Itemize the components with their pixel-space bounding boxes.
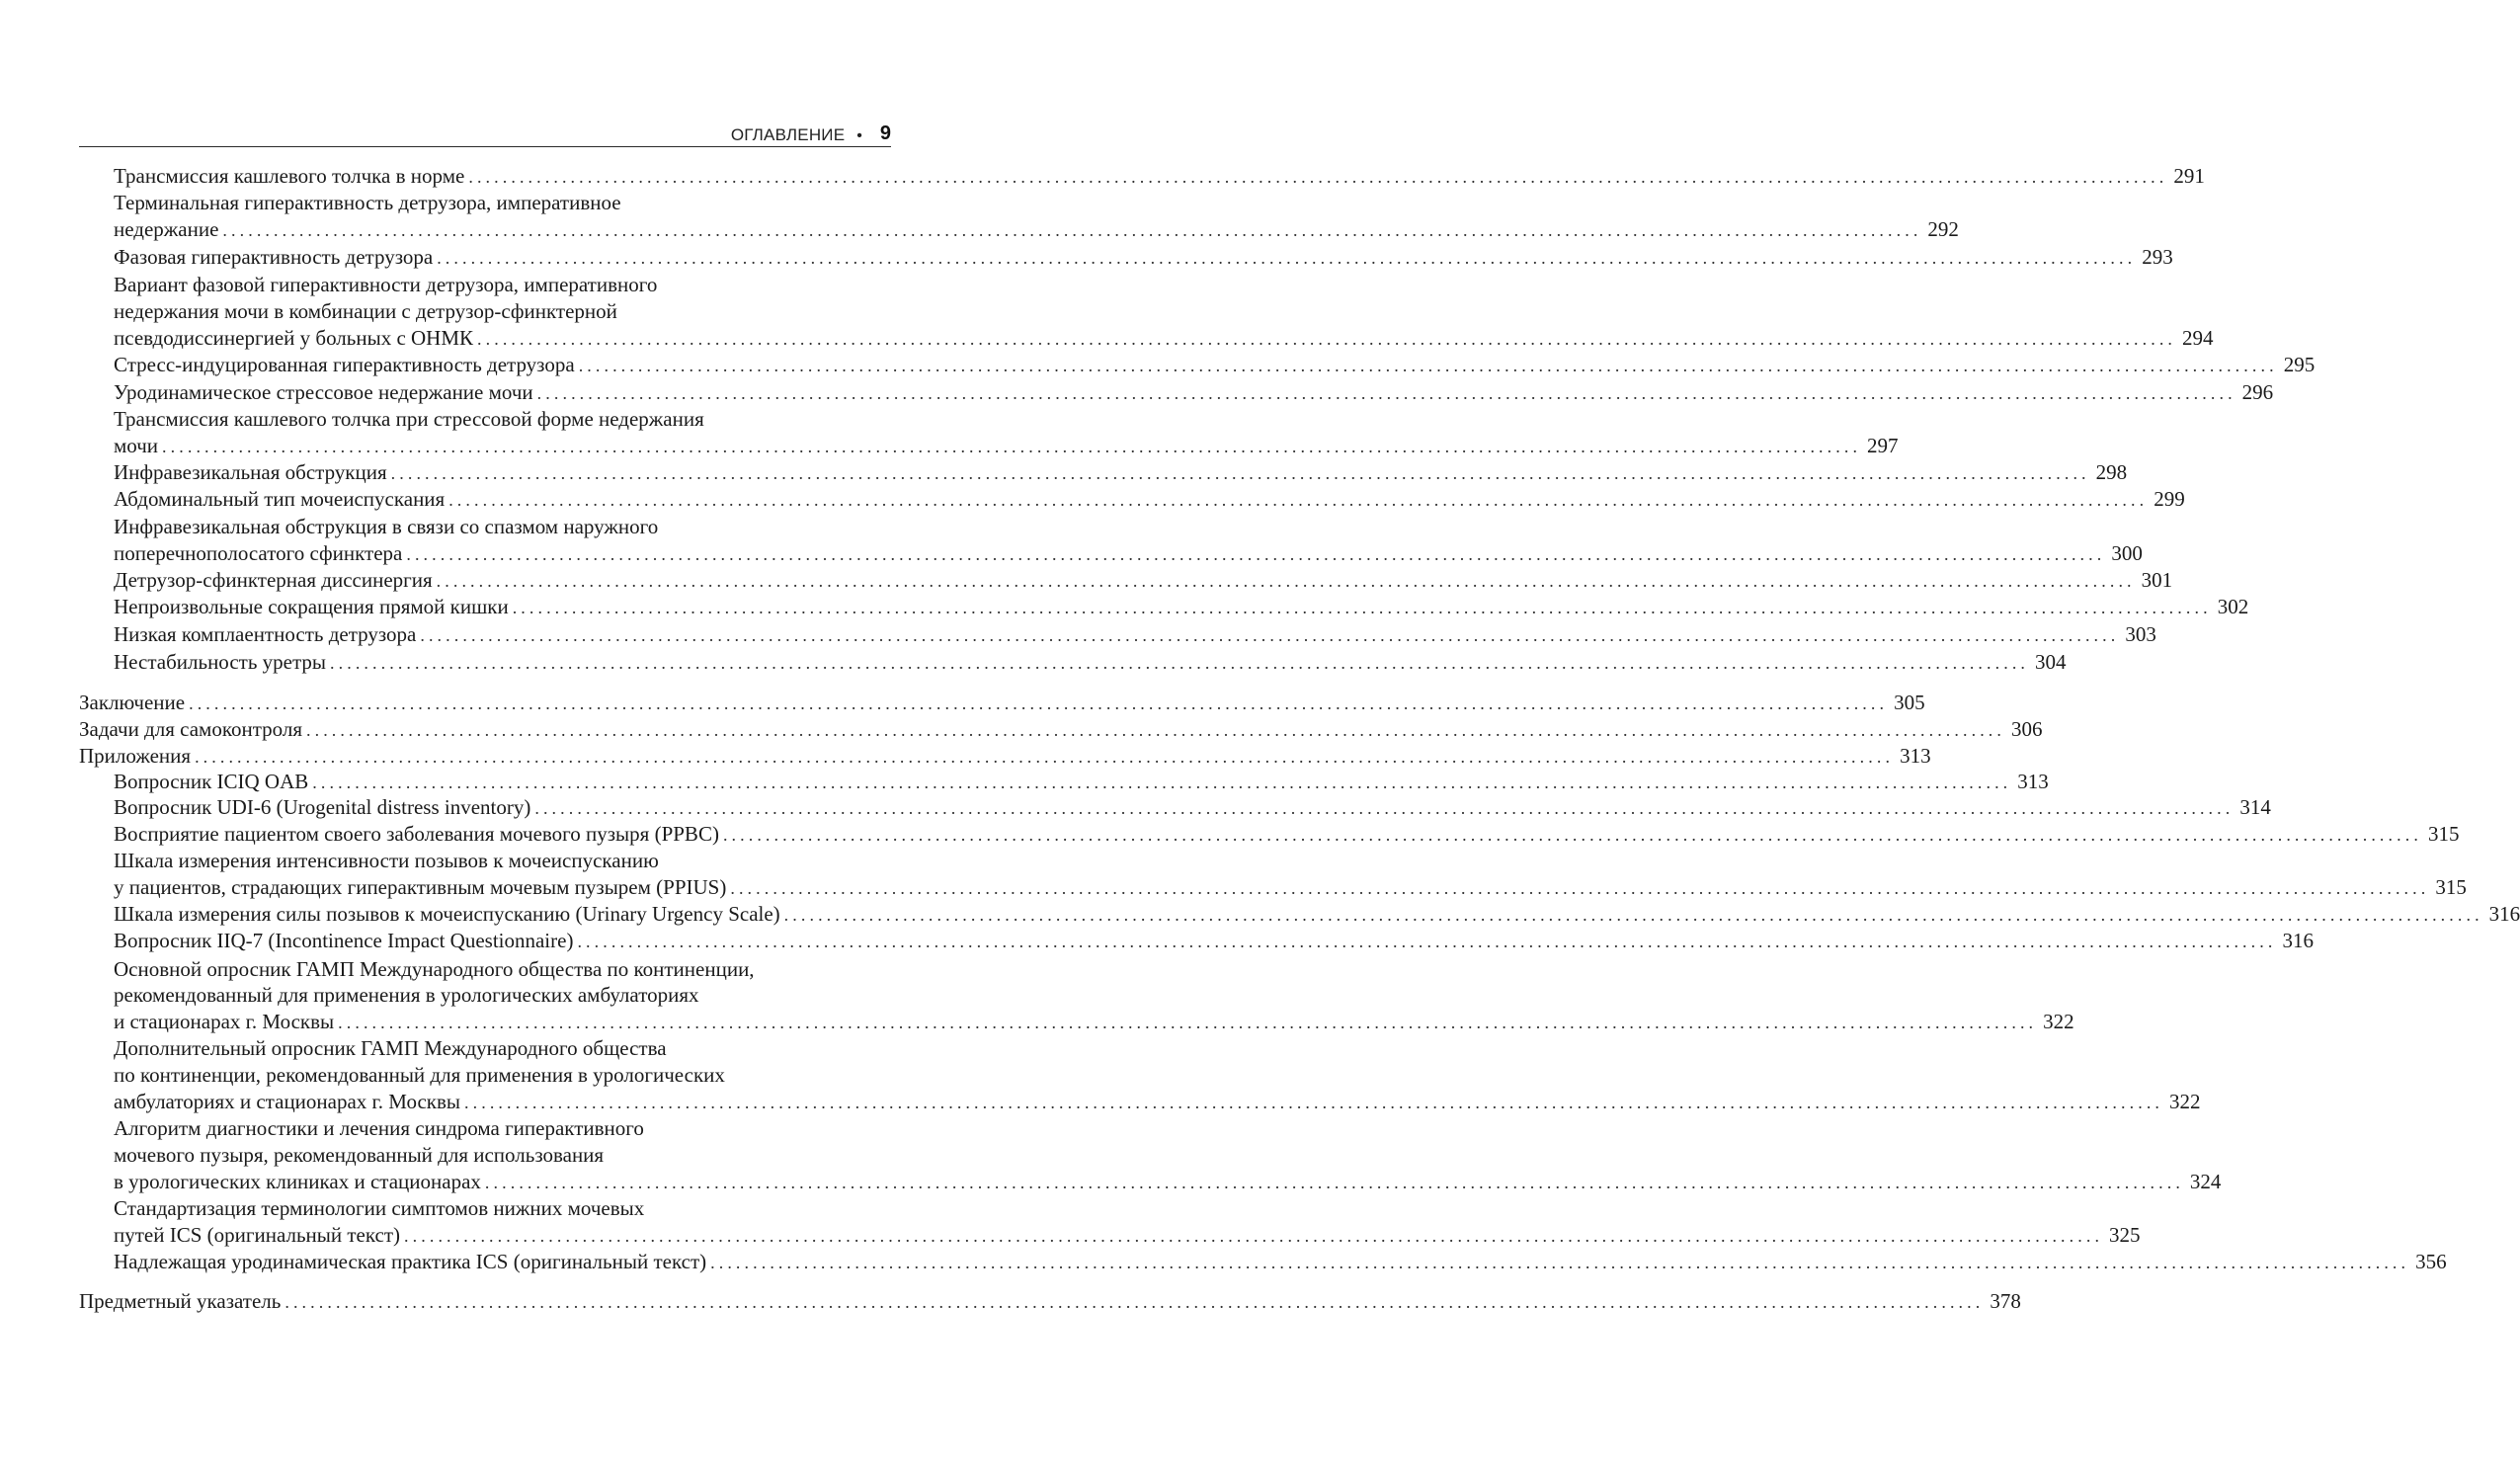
- toc-entry-line-last: [114, 820, 2460, 848]
- toc-entry-title: Абдоминальный тип мочеиспускания: [114, 487, 446, 511]
- toc-entry-title: Фазовая гиперактивность детрузора: [114, 245, 434, 269]
- toc-entry-line-last: [114, 243, 2173, 271]
- dot-leader: ........................................................................................................................................................................................................: [536, 383, 2236, 403]
- toc-page-number[interactable]: 356: [2415, 1250, 2447, 1273]
- toc-page-number[interactable]: 314: [2239, 795, 2271, 819]
- toc-entry-title: Инфравезикальная обструкция: [114, 460, 387, 484]
- dot-leader: ........................................................................................................................................................................................................: [464, 1093, 2164, 1112]
- toc-entry-title: поперечнополосатого сфинктера: [114, 541, 403, 565]
- toc-entry-line-last: [114, 566, 2173, 594]
- dot-leader: ........................................................................................................................................................................................................: [406, 544, 2106, 564]
- toc-entry-line-last: [114, 873, 2467, 901]
- toc-page-number[interactable]: 300: [2111, 541, 2143, 565]
- toc-page-number[interactable]: 302: [2217, 595, 2249, 618]
- toc-entry-title: Детрузор-сфинктерная диссинергия: [114, 568, 433, 592]
- toc-entry-title: Уродинамическое стрессовое недержание мочи: [114, 380, 533, 404]
- toc-entry-line: Вариант фазовой гиперактивности детрузора, императивного: [114, 273, 658, 296]
- toc-entry-title: Трансмиссия кашлевого толчка в норме: [114, 164, 465, 188]
- dot-leader: ........................................................................................................................................................................................................: [312, 773, 2012, 792]
- toc-page-number[interactable]: 306: [2011, 717, 2043, 741]
- toc-page-number[interactable]: 295: [2283, 353, 2316, 376]
- page-number: 9: [879, 122, 891, 144]
- toc-entry-line-last: [114, 485, 2185, 513]
- dot-leader: ........................................................................................................................................................................................................: [306, 720, 2005, 740]
- toc-entry-title: Низкая комплаентность детрузора: [114, 622, 417, 646]
- toc-page-number[interactable]: 313: [1900, 744, 1931, 768]
- dot-leader: ........................................................................................................................................................................................................: [189, 693, 1889, 713]
- toc-page-number[interactable]: 315: [2435, 875, 2467, 899]
- toc-page-number[interactable]: 315: [2427, 822, 2460, 846]
- dot-leader: ........................................................................................................................................................................................................: [448, 490, 2149, 510]
- toc-entry-line: Стандартизация терминологии симптомов нижних мочевых: [114, 1196, 645, 1220]
- toc-entry-title: Вопросник ICIQ OAB: [114, 770, 309, 793]
- toc-page-number[interactable]: 292: [1927, 217, 1959, 241]
- toc-entry-title: мочи: [114, 434, 159, 457]
- toc-page-number[interactable]: 296: [2241, 380, 2274, 404]
- toc-entry-line-last: [114, 458, 2128, 486]
- toc-entry-title: Шкала измерения силы позывов к мочеиспусканию (Urinary Urgency Scale): [114, 902, 780, 926]
- dot-leader: ........................................................................................................................................................................................................: [338, 1013, 2038, 1032]
- toc-entry-title: Задачи для самоконтроля: [79, 717, 302, 741]
- dot-leader: ........................................................................................................................................................................................................: [437, 248, 2137, 268]
- toc-entry-title: недержание: [114, 217, 219, 241]
- running-head: [79, 122, 891, 147]
- toc-entry-line-last: [114, 324, 2214, 352]
- dot-leader: ........................................................................................................................................................................................................: [195, 747, 1895, 767]
- toc-entry-title: у пациентов, страдающих гиперактивным мочевым пузырем (PPIUS): [114, 875, 727, 899]
- toc-entry-line: Дополнительный опросник ГАМП Международного общества: [114, 1036, 667, 1060]
- dot-leader: ........................................................................................................................................................................................................: [783, 905, 2483, 925]
- toc-page-number[interactable]: 303: [2125, 622, 2156, 646]
- toc-entry-line-last: [114, 539, 2143, 567]
- dot-leader: ........................................................................................................................................................................................................: [330, 653, 2030, 673]
- dot-leader: ........................................................................................................................................................................................................: [577, 932, 2277, 951]
- toc-entry-line: Алгоритм диагностики и лечения синдрома гиперактивного: [114, 1116, 644, 1140]
- dot-leader: ........................................................................................................................................................................................................: [484, 1173, 2184, 1192]
- toc-entry-line: рекомендованный для применения в урологических амбулаториях: [114, 983, 699, 1007]
- toc-entry-line-last: [114, 432, 1899, 459]
- toc-entry-title: и стационарах г. Москвы: [114, 1010, 335, 1033]
- toc-entry-title: Восприятие пациентом своего заболевания мочевого пузыря (PPBC): [114, 822, 719, 846]
- toc-page-number[interactable]: 325: [2109, 1223, 2141, 1247]
- toc-page-number[interactable]: 291: [2173, 164, 2205, 188]
- toc-page-number[interactable]: 322: [2043, 1010, 2074, 1033]
- toc-entry-line-last: [114, 927, 2314, 954]
- toc-entry-line-last: [114, 162, 2205, 190]
- toc-entry-line: по континенции, рекомендованный для применения в урологических: [114, 1063, 725, 1087]
- toc-page-number[interactable]: 322: [2169, 1090, 2201, 1113]
- toc-entry-line: Терминальная гиперактивность детрузора, императивное: [114, 191, 621, 214]
- toc-entry-line-last: [114, 593, 2249, 620]
- dot-leader: ........................................................................................................................................................................................................: [404, 1226, 2104, 1246]
- toc-entry-line-last: [114, 1168, 2222, 1195]
- toc-page-number[interactable]: 316: [2488, 902, 2520, 926]
- toc-entry-line-last: [114, 620, 2156, 648]
- toc-page-number[interactable]: 299: [2154, 487, 2185, 511]
- dot-leader: ........................................................................................................................................................................................................: [468, 167, 2168, 187]
- toc-entry-line-last: [79, 689, 1925, 716]
- dot-leader: ........................................................................................................................................................................................................: [512, 598, 2212, 617]
- toc-entry-line: Основной опросник ГАМП Международного общества по континенции,: [114, 957, 755, 981]
- toc-entry-title: Вопросник IIQ-7 (Incontinence Impact Questionnaire): [114, 929, 574, 952]
- toc-entry-title: Приложения: [79, 744, 192, 768]
- toc-entry-line-last: [114, 1221, 2141, 1249]
- toc-entry-title: амбулаториях и стационарах г. Москвы: [114, 1090, 461, 1113]
- toc-entry-line-last: [79, 715, 2043, 743]
- toc-entry-line: Инфравезикальная обструкция в связи со спазмом наружного: [114, 515, 659, 538]
- toc-entry-line: Шкала измерения интенсивности позывов к мочеиспусканию: [114, 849, 659, 872]
- toc-entry-line: Трансмиссия кашлевого толчка при стрессовой форме недержания: [114, 407, 704, 431]
- toc-entry-line-last: [114, 768, 2049, 795]
- toc-page-number[interactable]: 304: [2035, 650, 2067, 674]
- dot-leader: ........................................................................................................................................................................................................: [710, 1253, 2410, 1272]
- toc-page-number[interactable]: 294: [2182, 326, 2214, 350]
- toc-entry-line-last: [114, 215, 1959, 243]
- toc-entry-title: Предметный указатель: [79, 1289, 282, 1313]
- toc-page-number[interactable]: 297: [1867, 434, 1899, 457]
- toc-entry-line-last: [114, 648, 2067, 676]
- dot-leader: ........................................................................................................................................................................................................: [436, 571, 2136, 591]
- toc-page-number[interactable]: 305: [1894, 691, 1925, 714]
- toc-entry-title: Нестабильность уретры: [114, 650, 327, 674]
- dot-leader: ........................................................................................................................................................................................................: [477, 329, 2177, 349]
- toc-entry-line-last: [114, 1008, 2074, 1035]
- toc-entry-line-last: [114, 378, 2274, 406]
- dot-leader: ........................................................................................................................................................................................................: [578, 356, 2278, 375]
- toc-page-number[interactable]: 324: [2189, 1170, 2222, 1193]
- toc-entry-line: мочевого пузыря, рекомендованный для использования: [114, 1143, 605, 1167]
- dot-leader: ........................................................................................................................................................................................................: [162, 437, 1862, 456]
- toc-page-number[interactable]: 313: [2017, 770, 2049, 793]
- toc-page-number[interactable]: 301: [2141, 568, 2173, 592]
- dot-leader: ........................................................................................................................................................................................................: [222, 220, 1922, 240]
- toc-entry-title: псевдодиссинергией у больных с ОНМК: [114, 326, 474, 350]
- bullet-separator: •: [856, 127, 862, 144]
- toc-page-number[interactable]: 378: [1990, 1289, 2021, 1313]
- toc-entry-line-last: [79, 1287, 2021, 1315]
- toc-entry-line-last: [114, 1088, 2201, 1115]
- toc-page-number[interactable]: 298: [2095, 460, 2128, 484]
- dot-leader: ........................................................................................................................................................................................................: [285, 1292, 1985, 1312]
- dot-leader: ........................................................................................................................................................................................................: [722, 825, 2422, 845]
- toc-entry-title: Вопросник UDI-6 (Urogenital distress inventory): [114, 795, 531, 819]
- toc-entry-line-last: [79, 742, 1931, 770]
- toc-entry-title: Заключение: [79, 691, 186, 714]
- section-title: ОГЛАВЛЕНИЕ: [730, 125, 846, 144]
- toc-entry-title: Стресс-индуцированная гиперактивность детрузора: [114, 353, 575, 376]
- toc-entry-title: путей ICS (оригинальный текст): [114, 1223, 401, 1247]
- toc-entry-line-last: [114, 900, 2520, 928]
- dot-leader: ........................................................................................................................................................................................................: [534, 798, 2235, 818]
- dot-leader: ........................................................................................................................................................................................................: [730, 878, 2430, 898]
- toc-entry-title: Надлежащая уродинамическая практика ICS (оригинальный текст): [114, 1250, 707, 1273]
- toc-entry-title: Непроизвольные сокращения прямой кишки: [114, 595, 509, 618]
- dot-leader: ........................................................................................................................................................................................................: [390, 463, 2090, 483]
- toc-entry-line-last: [114, 793, 2271, 821]
- toc-entry-line-last: [114, 351, 2316, 378]
- toc-entry-line: недержания мочи в комбинации с детрузор-сфинктерной: [114, 299, 617, 323]
- toc-entry-line-last: [114, 1248, 2447, 1275]
- dot-leader: ........................................................................................................................................................................................................: [420, 625, 2120, 645]
- toc-page-number[interactable]: 293: [2142, 245, 2173, 269]
- toc-page-number[interactable]: 316: [2282, 929, 2314, 952]
- toc-entry-title: в урологических клиниках и стационарах: [114, 1170, 481, 1193]
